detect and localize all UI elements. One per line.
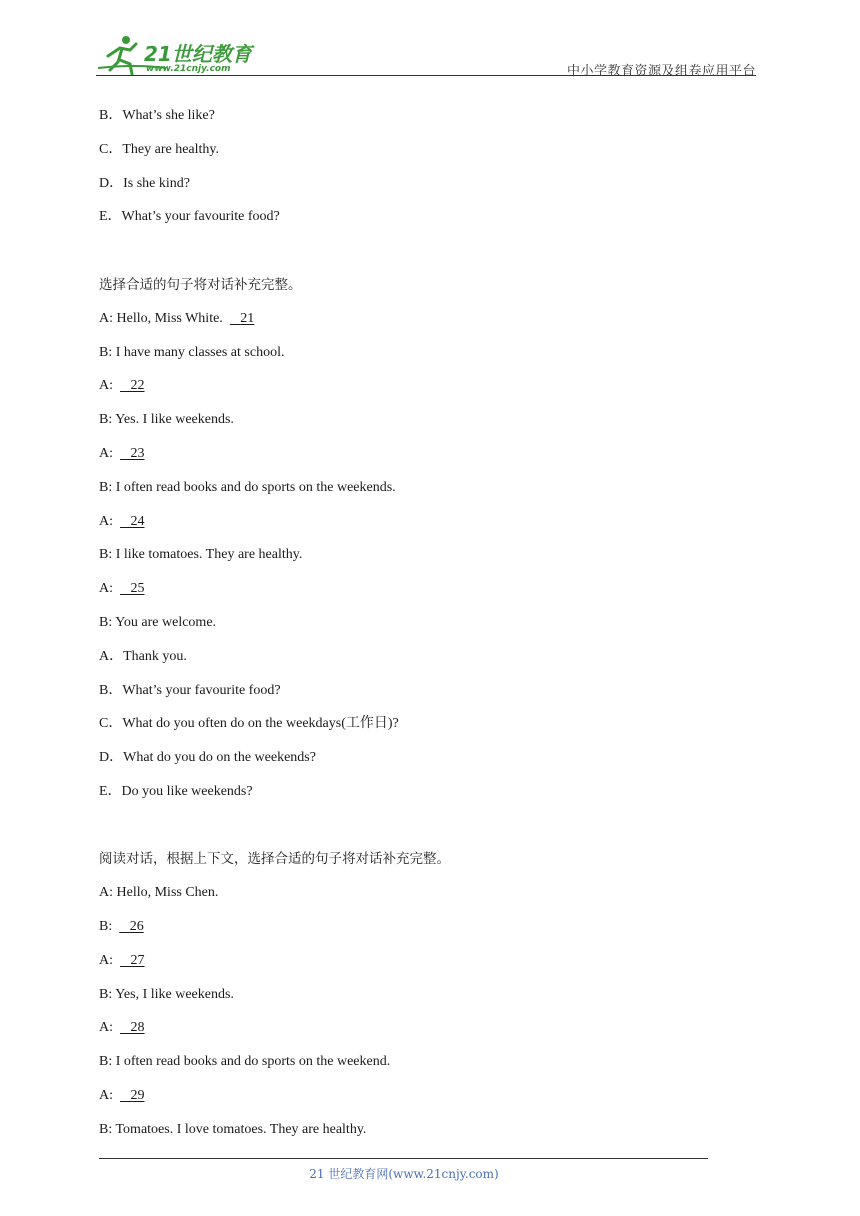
header-divider <box>96 75 756 76</box>
answer-blank <box>120 513 145 531</box>
answer-blank <box>230 310 255 328</box>
dialog-line <box>99 1087 145 1105</box>
dialog-line <box>99 580 145 598</box>
instruction-text: 阅读对话，根据上下文，选择合适的句子将对话补充完整。 <box>99 851 450 867</box>
blank-number: 21 <box>240 311 255 326</box>
footer-divider <box>99 1158 708 1159</box>
logo-url: www.21cnjy.com <box>146 64 231 74</box>
dialog-prefix: A: <box>99 953 120 968</box>
dialog-line: B: I like tomatoes. They are healthy. <box>99 547 303 562</box>
option-line: E．Do you like weekends? <box>99 784 253 799</box>
dialog-prefix: A: Hello, Miss White. <box>99 311 230 326</box>
answer-blank <box>120 377 145 395</box>
option-line: E．What’s your favourite food? <box>99 209 280 224</box>
blank-number: 28 <box>130 1020 145 1035</box>
dialog-line: B: You are welcome. <box>99 615 217 630</box>
option-line: B．What’s your favourite food? <box>99 683 281 698</box>
header-platform-text: 中小学教育资源及组卷应用平台 <box>566 64 756 79</box>
dialog-line: B: I often read books and do sports on the weekends. <box>99 480 396 495</box>
logo-text: 21世纪教育 <box>144 42 252 66</box>
answer-blank <box>120 445 145 463</box>
dialog-prefix: A: <box>99 1088 120 1103</box>
dialog-line: B: I often read books and do sports on the weekend. <box>99 1054 391 1069</box>
blank-number: 27 <box>130 953 145 968</box>
dialog-line <box>99 1019 145 1037</box>
dialog-line: A: Hello, Miss Chen. <box>99 885 219 900</box>
option-line: C．They are healthy. <box>99 142 219 157</box>
answer-blank <box>120 1019 145 1037</box>
dialog-prefix: A: <box>99 378 120 393</box>
dialog-line <box>99 952 145 970</box>
dialog-line: B: Yes, I like weekends. <box>99 987 234 1002</box>
site-logo <box>96 34 276 76</box>
answer-blank <box>120 952 145 970</box>
dialog-line <box>99 377 145 395</box>
dialog-prefix: A: <box>99 1020 120 1035</box>
option-line: C．What do you often do on the weekdays(工作日)? <box>99 716 399 731</box>
blank-number: 29 <box>130 1088 145 1103</box>
dialog-prefix: B: <box>99 919 120 934</box>
dialog-line <box>99 445 145 463</box>
blank-number: 23 <box>130 446 145 461</box>
answer-blank <box>119 918 144 936</box>
dialog-prefix: A: <box>99 581 120 596</box>
dialog-line <box>99 310 254 328</box>
blank-number: 24 <box>130 514 145 529</box>
option-line: D．Is she kind? <box>99 176 190 191</box>
dialog-prefix: A: <box>99 446 120 461</box>
dialog-line: B: Tomatoes. I love tomatoes. They are healthy. <box>99 1122 367 1137</box>
option-line: D．What do you do on the weekends? <box>99 750 316 765</box>
dialog-line: B: I have many classes at school. <box>99 345 285 360</box>
option-line: A．Thank you. <box>99 649 187 664</box>
dialog-line <box>99 918 144 936</box>
answer-blank <box>120 580 145 598</box>
blank-number: 26 <box>129 919 144 934</box>
dialog-line: B: Yes. I like weekends. <box>99 412 234 427</box>
option-line: B．What’s she like? <box>99 108 215 123</box>
instruction-text: 选择合适的句子将对话补充完整。 <box>99 277 302 293</box>
blank-number: 22 <box>130 378 145 393</box>
dialog-line <box>99 513 145 531</box>
blank-number: 25 <box>130 581 145 596</box>
answer-blank <box>120 1087 145 1105</box>
page-header <box>0 0 860 80</box>
footer-link[interactable]: 21 世纪教育网(www.21cnjy.com) <box>309 1167 499 1181</box>
dialog-prefix: A: <box>99 514 120 529</box>
